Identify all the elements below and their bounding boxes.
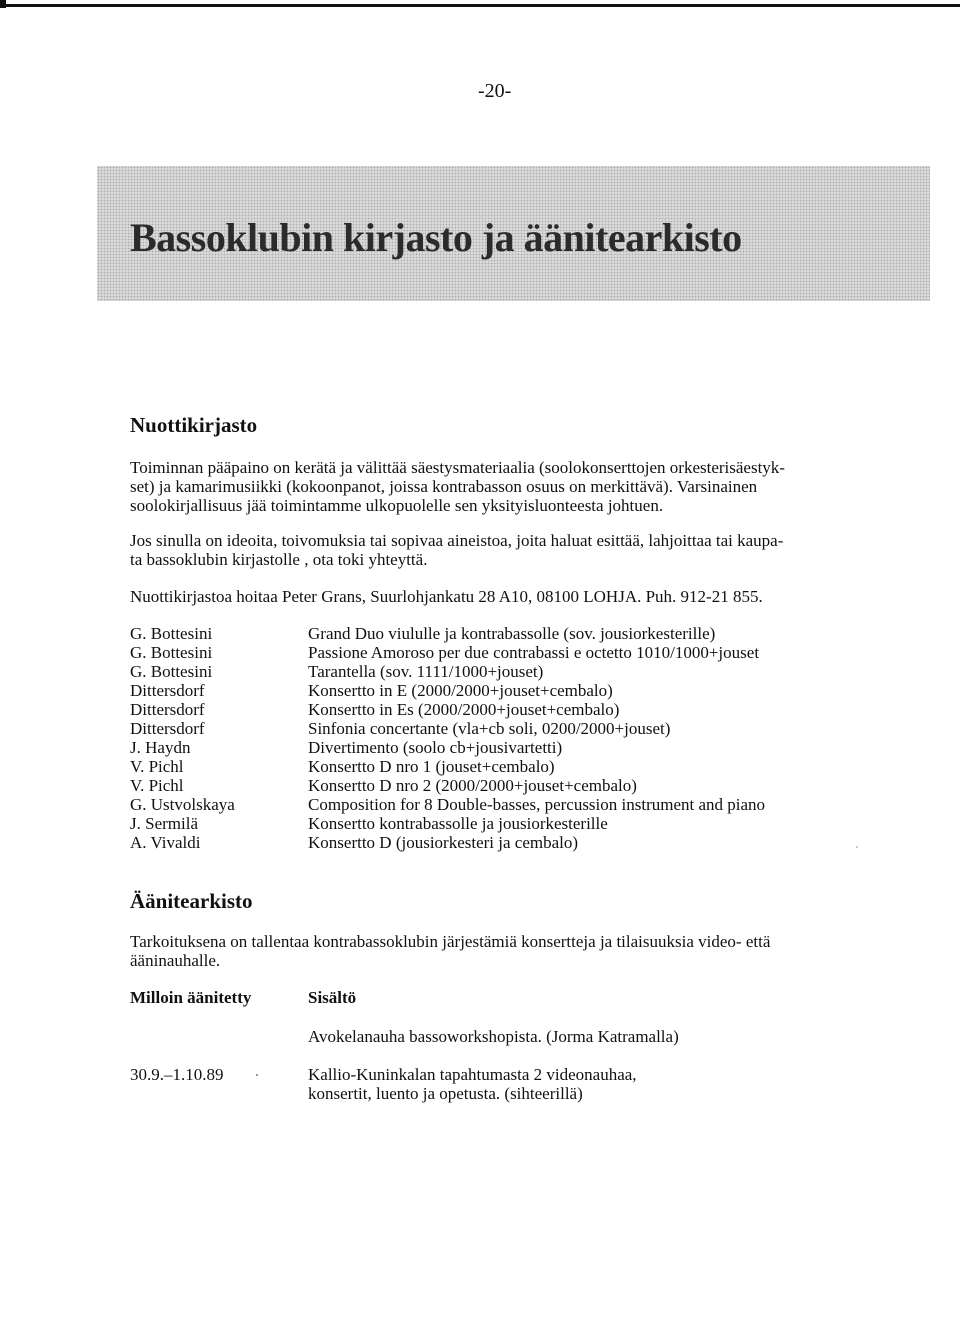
work-composer: Dittersdorf	[130, 719, 205, 738]
work-row	[130, 643, 765, 662]
recording-line: Avokelanauha bassoworkshopista. (Jorma Katramalla)	[308, 1027, 679, 1046]
recording-line: konsertit, luento ja opetusta. (sihteerillä)	[308, 1084, 583, 1103]
work-row	[130, 738, 765, 757]
recording-date	[130, 1027, 308, 1046]
work-composer: Dittersdorf	[130, 700, 205, 719]
work-row	[130, 624, 765, 643]
section-heading-nuottikirjasto: Nuottikirjasto	[130, 413, 258, 437]
work-composer: G. Bottesini	[130, 662, 213, 681]
recording-row	[130, 1027, 679, 1046]
paragraph-line: Tarkoituksena on tallentaa kontrabassoklubin järjestämiä konsertteja ja tilaisuuksia video- että	[130, 932, 771, 951]
recording-row	[130, 1065, 637, 1103]
recordings-header	[130, 988, 356, 1008]
recording-date: 30.9.–1.10.89	[130, 1065, 224, 1084]
column-header-content: Sisältö	[308, 988, 357, 1007]
recording-content	[308, 1027, 679, 1046]
work-title: Konsertto in E (2000/2000+jouset+cembalo)	[308, 681, 613, 700]
donation-paragraph	[130, 531, 842, 569]
work-row	[130, 757, 765, 776]
work-title: Konsertto in Es (2000/2000+jouset+cembalo)	[308, 700, 620, 719]
page-number: -20-	[478, 80, 512, 102]
work-row	[130, 833, 765, 852]
contact-paragraph	[130, 587, 842, 606]
work-composer: J. Sermilä	[130, 814, 198, 833]
work-composer: J. Haydn	[130, 738, 191, 757]
section-heading-aanitearkisto: Äänitearkisto	[130, 889, 253, 913]
work-row	[130, 719, 765, 738]
work-title: Divertimento (soolo cb+jousivartetti)	[308, 738, 563, 757]
work-composer: V. Pichl	[130, 776, 184, 795]
work-title: Grand Duo viululle ja kontrabassolle (sov. jousiorkesterille)	[308, 624, 716, 643]
top-rule	[0, 4, 960, 7]
work-title: Composition for 8 Double-basses, percussion instrument and piano	[308, 795, 766, 814]
work-row	[130, 700, 765, 719]
work-row	[130, 776, 765, 795]
paragraph-line: Jos sinulla on ideoita, toivomuksia tai sopivaa aineistoa, joita haluat esittää, lahjoittaa tai kaupa-	[130, 531, 784, 550]
work-title: Konsertto D nro 2 (2000/2000+jouset+cembalo)	[308, 776, 637, 795]
work-title: Konsertto D (jousiorkesteri ja cembalo)	[308, 833, 579, 852]
intro-paragraph	[130, 458, 842, 515]
paragraph-line: set) ja kamarimusiikki (kokoonpanot, joissa kontrabasson osuus on merkittävä). Varsinainen	[130, 477, 758, 496]
work-title: Passione Amoroso per due contrabassi e octetto 1010/1000+jouset	[308, 643, 760, 662]
column-header-when: Milloin äänitetty	[130, 988, 252, 1007]
paragraph-line: ta bassoklubin kirjastolle , ota toki yhteyttä.	[130, 550, 428, 569]
contact-line: Nuottikirjastoa hoitaa Peter Grans, Suurlohjankatu 28 A10, 08100 LOHJA. Puh. 912-21 855.	[130, 587, 763, 606]
archive-paragraph	[130, 932, 842, 970]
scan-speck	[256, 1074, 258, 1076]
recording-content	[308, 1065, 637, 1103]
work-row	[130, 662, 765, 681]
page-title: Bassoklubin kirjasto ja äänitearkisto	[130, 215, 742, 260]
paragraph-line: Toiminnan pääpaino on kerätä ja välittää säestysmateriaalia (soolokonserttojen orkesterisäestyk-	[130, 458, 785, 477]
work-title: Konsertto kontrabassolle ja jousiorkesterille	[308, 814, 608, 833]
work-composer: G. Ustvolskaya	[130, 795, 235, 814]
work-title: Konsertto D nro 1 (jouset+cembalo)	[308, 757, 555, 776]
work-composer: Dittersdorf	[130, 681, 205, 700]
recording-line: Kallio-Kuninkalan tapahtumasta 2 videonauhaa,	[308, 1065, 637, 1084]
work-composer: A. Vivaldi	[130, 833, 201, 852]
work-composer: G. Bottesini	[130, 643, 213, 662]
paragraph-line: soolokirjallisuus jää toimintamme ulkopuolelle sen yksityisluonteesta johtuen.	[130, 496, 664, 515]
title-banner	[97, 166, 930, 301]
work-row	[130, 795, 765, 814]
paragraph-line: ääninauhalle.	[130, 951, 221, 970]
work-row	[130, 681, 765, 700]
works-list	[130, 624, 765, 852]
work-composer: G. Bottesini	[130, 624, 213, 643]
work-row	[130, 814, 765, 833]
work-title: Sinfonia concertante (vla+cb soli, 0200/2000+jouset)	[308, 719, 671, 738]
work-title: Tarantella (sov. 1111/1000+jouset)	[308, 662, 544, 681]
work-composer: V. Pichl	[130, 757, 184, 776]
scan-speck	[856, 846, 858, 848]
